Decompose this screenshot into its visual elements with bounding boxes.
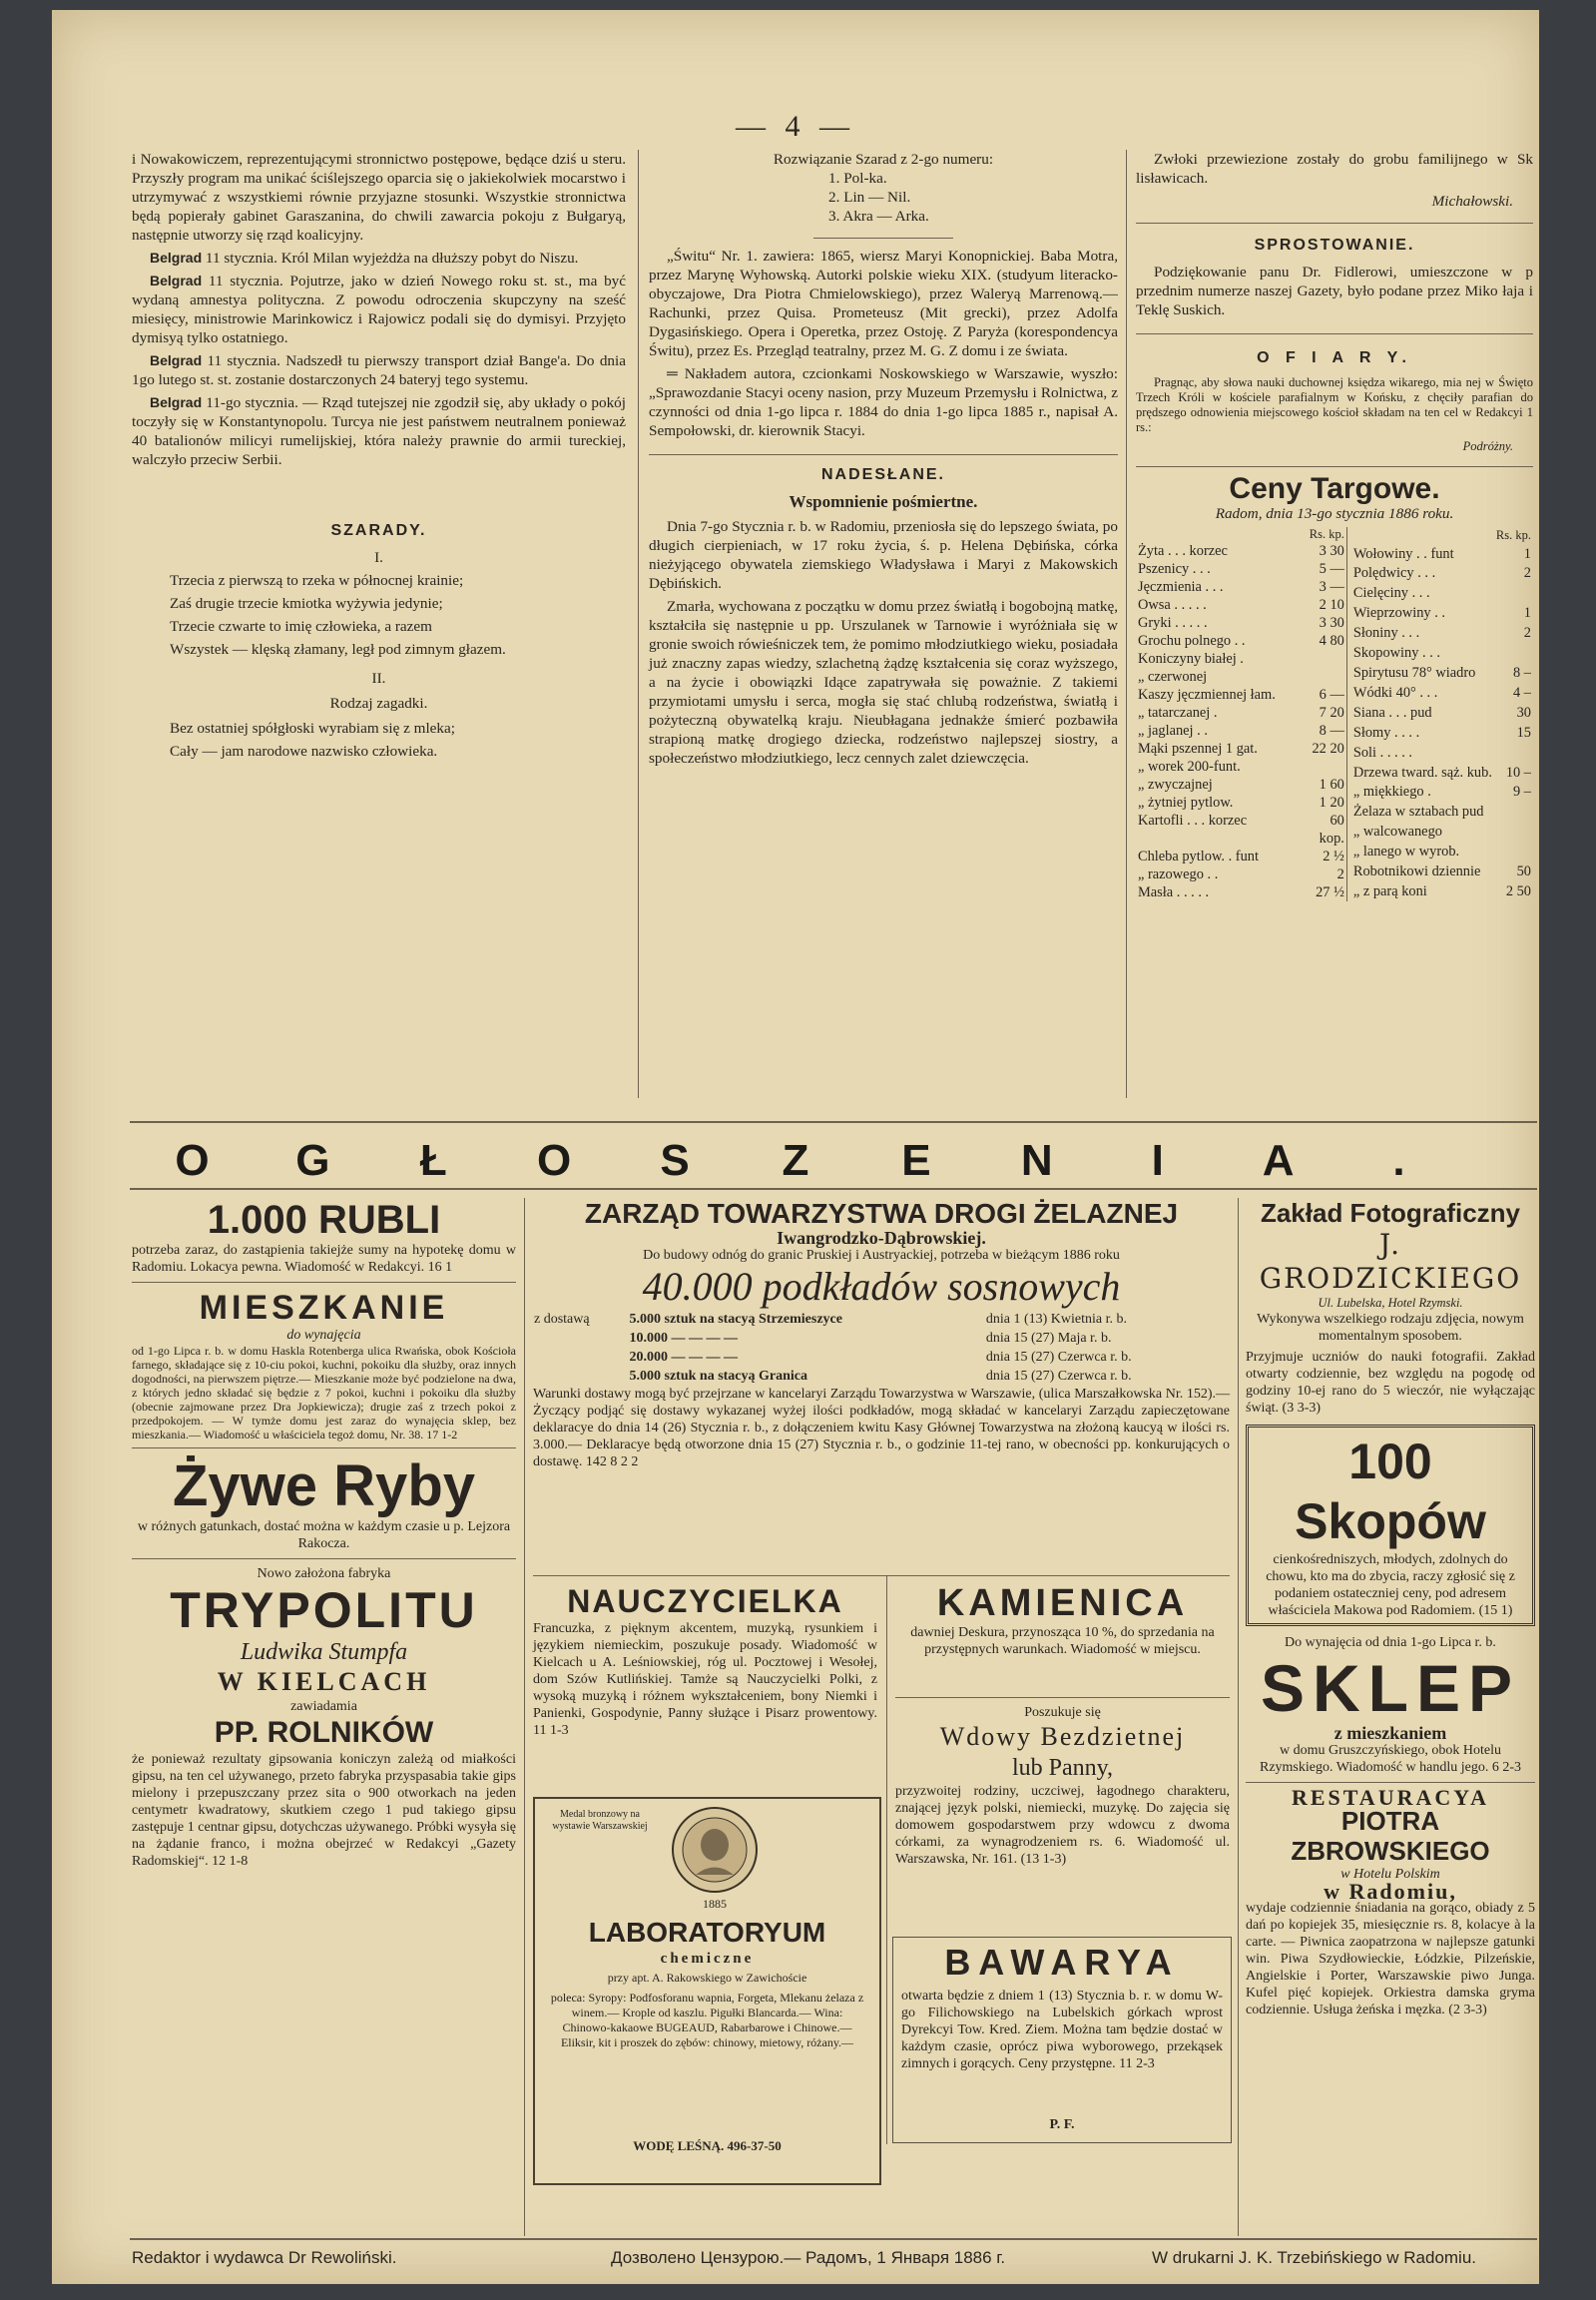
banner-letter: O — [537, 1136, 572, 1185]
rozwiazanie-list — [649, 169, 1118, 226]
skopow-text: cienkośredniszych, młodych, zdolnych do chowu, kto ma do zbycia, raczy zgłosić się z podaniem ostateczniej ceny, pod adresem właściciela Makowa pod Radomiem. (15 1) — [1266, 1552, 1515, 1618]
sklep-pre: Do wynajęcia od dnia 1-go Lipca r. b. — [1285, 1635, 1496, 1650]
dostawa-cell: dnia 15 (27) Maja r. b. — [985, 1331, 1112, 1346]
dostawa-row — [533, 1348, 1230, 1367]
price-item: „ walcowanego — [1352, 824, 1442, 841]
price-row — [1136, 596, 1346, 614]
price-row — [1351, 603, 1533, 623]
price-row — [1351, 583, 1533, 603]
skopow-box — [1246, 1425, 1535, 1626]
stumpf-name: Ludwika Stumpfa — [240, 1639, 408, 1665]
poem-line: Wszystek — klęską złamany, legł pod zimnym głazem. — [170, 641, 506, 658]
price-value: 1 60 — [1319, 777, 1344, 793]
price-item: Grochu polnego . . — [1138, 633, 1246, 649]
divider — [895, 1697, 1230, 1698]
sklep-text: w domu Gruszczyńskiego, obok Hotelu Rzymskiego. Wiadomość w handlu jego. 6 2-3 — [1259, 1743, 1522, 1775]
szarada-number: II. — [371, 670, 386, 687]
szarada-subtitle: Rodzaj zagadki. — [329, 695, 428, 712]
lab-text: poleca: Syropy: Podfosforanu wapnia, Forgeta, Mlekanu żelaza z winem.— Krople od kaszlu. Pigułki Blancarda.— Wina: Chinowo-kakaowe BUGEAUD, Rabarbarowe i Chinowe.— Eliksir, kit i proszek do zębów: chinowy, mietowy, różany.— — [550, 1991, 864, 2049]
dostawa-cell: z dostawą — [534, 1312, 590, 1327]
news-text: 11-go stycznia. — Rząd tutejszej nie zgodził się, aby układy o pokój toczyły się w Konstantynopolu. Turcya nie jest państwem neutralnem ponieważ 40 batalionów milicyi rumelijskiej, która należy prawnie do armii tureckiej, walczyło przeciw Serbii. — [132, 394, 626, 468]
news-place: Belgrad — [150, 394, 203, 410]
price-item: „ razowego . . — [1138, 866, 1219, 882]
banner-letter: A — [1262, 1136, 1295, 1185]
divider — [1136, 223, 1533, 224]
divider — [1136, 333, 1533, 334]
szarada-poem — [132, 571, 626, 659]
price-table-right — [1351, 527, 1533, 901]
rozwiazanie-item: 3. Akra — Arka. — [828, 208, 929, 225]
ads-column-left — [132, 1198, 516, 1870]
switu-paragraph: „Świtu“ Nr. 1. zawiera: 1865, wiersz Maryi Konopnickiej. Baba Motra, przez Marynę Wyhowską. Autorki polskie wieku XIX. (studyum literacko-obyczajowe, Dra Piotra Chmielowskiego), przez Waleryą Marrenową.— Rachunki, przez Quisa. Prometeusz (Mit grecki), przez Adolfa Dygasińskiego. Opera i Operetka, przez Ostoję. Z Paryża (korespondencya Świtu), przez Es. Przegląd teatralny, przez M. G. Z domu i ze świata. — [649, 248, 1118, 359]
news-item — [132, 249, 626, 268]
price-item: Kartofli . . . korzec — [1138, 813, 1248, 829]
news-text: 11 stycznia. Pojutrze, jako w dzień Nowego roku st. st., ma być wydaną amnestya polityczna. Z powodu odroczenia skupczyny na sześć miesięcy, ministrowie Marinkowicz i Rajowicz podali się do dymisyi. Przyjęto dymisyą tylko ostatniego. — [132, 273, 627, 346]
price-value: 5 — — [1319, 561, 1344, 577]
price-row — [1136, 704, 1346, 722]
column-divider — [1238, 1198, 1239, 2236]
banner-letter: Ł — [419, 1136, 447, 1185]
price-item: Wódki 40° . . . — [1352, 684, 1438, 701]
intro-paragraph: i Nowakowiczem, reprezentującymi stronnictwo postępowe, będące dziś u steru. Przyszły program ma unikać ściślejszego oparcia się o jakiekolwiek mocarstwo i utrzymywać z wszystkiemi równie przyjazne stosunki. Wszystkie stronnictwa będą popierały gabinet Garaszanina, do chwili zawarcia pokoju z Bułgaryą, następnie utworzy się rząd koalicyjny. — [132, 151, 626, 244]
price-row — [1351, 763, 1533, 783]
price-value: kop. — [1319, 831, 1344, 847]
newspaper-page — [52, 10, 1539, 2284]
dostawa-cell — [533, 1348, 629, 1367]
news-item — [132, 272, 626, 347]
price-row — [1351, 563, 1533, 583]
divider — [649, 454, 1118, 455]
dostawa-cell — [533, 1367, 629, 1386]
wdowy-title: Wdowy Bezdzietnej — [939, 1722, 1186, 1751]
divider — [1246, 1782, 1535, 1783]
skopow-title: 100 Skopów — [1295, 1434, 1486, 1549]
price-row — [1136, 650, 1346, 668]
rest-title: RESTAURACYA — [1291, 1785, 1490, 1810]
price-value: 8 – — [1513, 664, 1531, 681]
panny-title: lub Panny, — [1011, 1755, 1114, 1781]
poem-line: Cały — jam narodowe nazwisko człowieka. — [170, 743, 438, 760]
price-row — [1136, 614, 1346, 632]
ads-column-right — [1246, 1198, 1535, 2018]
rubli-title: 1.000 RUBLI — [207, 1198, 441, 1242]
price-item: Polędwicy . . . — [1352, 565, 1436, 582]
dostawa-cell: 20.000 — — — — — [629, 1350, 739, 1365]
column-divider — [638, 150, 639, 1098]
price-value: 8 — — [1319, 723, 1344, 739]
price-item: Wieprzowiny . . — [1352, 605, 1445, 622]
price-item: Żelaza w sztabach pud — [1352, 804, 1484, 821]
dostawa-row — [533, 1310, 1230, 1329]
banner-letter: I — [1151, 1136, 1164, 1185]
price-value: 3 30 — [1319, 615, 1344, 631]
kamienica-title: KAMIENICA — [936, 1582, 1189, 1624]
price-value: 27 ½ — [1316, 884, 1344, 900]
price-value — [1494, 822, 1533, 842]
price-row — [1136, 865, 1346, 883]
grodzickiego-title: J. GRODZICKIEGO — [1259, 1228, 1522, 1295]
divider — [132, 1282, 516, 1283]
poem-line: Zaś drugie trzecie kmiotka wyżywia jedynie; — [170, 595, 443, 612]
mieszkanie-sub: do wynajęcia — [286, 1328, 361, 1343]
price-item: „ z parą koni — [1352, 882, 1427, 899]
zarzad-text: Warunki dostawy mogą być przejrzane w kancelaryi Zarządu Towarzystwa w Warszawie, (ulica Marszałkowska Nr. 152).— Życzący podjąć się dostawy wykazanej wyżej ilości podkładów, mogą składać w kancelaryi Zarządu zapieczętowane deklaracye do dnia 14 (26) Stycznia r. b., z dołączeniem kwitu Kasy Głównej Towarzystwa na złożoną kaucyą w ilości rs. 3.000.— Deklaracye będą otworzone dnia 15 (27) Stycznia r. b., o godzinie 11-tej rano, w obecności pp. konkurujących o dostawę. 142 8 2 2 — [533, 1387, 1230, 1469]
column-divider — [886, 1575, 887, 2144]
price-row — [1136, 578, 1346, 596]
price-value: 50 — [1516, 863, 1531, 880]
price-item: Soli . . . . . — [1352, 744, 1413, 761]
price-value: 22 20 — [1312, 741, 1344, 757]
lab-title: LABORATORYUM — [588, 1917, 826, 1948]
banner-letter: G — [295, 1136, 330, 1185]
price-value: 1 20 — [1319, 795, 1344, 811]
price-item: Robotnikowi dziennie — [1352, 863, 1481, 880]
price-value: 15 — [1516, 724, 1531, 741]
price-row — [1351, 881, 1533, 901]
wspomnienie-paragraph: Dnia 7-go Stycznia r. b. w Radomiu, przeniosła się do lepszego świata, po długich cierpieniach, w 17 roku życia, ś. p. Helena Dębińska, córka nieżyjącego obywatela ziemskiego Władysława i Maryi z Makowskich Dębińskich. — [649, 518, 1118, 592]
ogloszenia-banner — [132, 1136, 1459, 1186]
rolnikow-title: PP. ROLNIKÓW — [214, 1716, 434, 1749]
wdowy-ad — [895, 1697, 1230, 1868]
news-place: Belgrad — [150, 352, 203, 368]
dostawa-cell: dnia 15 (27) Czerwca r. b. — [985, 1369, 1132, 1384]
column-divider — [1126, 150, 1127, 1098]
divider — [813, 238, 953, 239]
banner-letter: . — [1392, 1136, 1405, 1185]
divider — [1136, 466, 1533, 467]
divider — [132, 1558, 516, 1559]
poem-line: Trzecie czwarte to imię człowieka, a razem — [170, 618, 432, 635]
dostawa-row — [533, 1329, 1230, 1348]
szarada-number: I. — [374, 549, 383, 566]
price-value: 2 — [1523, 565, 1531, 582]
notices-column — [1136, 150, 1533, 901]
nauczycielka-text: Francuzka, z pięknym akcentem, muzyką, rysunkiem i językiem niemieckim, poszukuje posady. Wiadomość w Kielcach u A. Leśniowskiej, róg ul. Pocztowej i Wesołej, dom Szów Kutlińskiej. Tamże są Nauczycielki Polki, z wysoką muzyką i różnem wykształceniem, bony Niemki i Panienki, Gospodynie, Panny służące i Pisarz prowentowy. 11 1-3 — [533, 1621, 877, 1738]
price-item: Żyta . . . korzec — [1138, 543, 1228, 559]
kielce-title: W KIELCACH — [217, 1667, 431, 1696]
price-value — [1301, 650, 1346, 668]
price-item: „ żytniej pytlow. — [1138, 795, 1234, 811]
news-column — [132, 150, 626, 765]
divider — [132, 1447, 516, 1448]
szarada-poem — [132, 719, 626, 761]
price-row — [1351, 782, 1533, 802]
price-item: Pszenicy . . . — [1138, 561, 1211, 577]
price-item: Gryki . . . . . — [1138, 615, 1208, 631]
price-item: „ tatarczanej . — [1138, 705, 1218, 721]
price-item: Masła . . . . . — [1138, 884, 1210, 900]
price-unit: Rs. kp. — [1495, 527, 1531, 542]
price-row — [1136, 686, 1346, 704]
price-value: 1 — [1523, 605, 1531, 622]
price-item: Koniczyny białej . — [1138, 651, 1244, 667]
price-value: 10 – — [1505, 764, 1531, 781]
dostawa-cell: dnia 1 (13) Kwietnia r. b. — [985, 1312, 1127, 1327]
rest-text: wydaje codziennie śniadania na gorąco, obiady z 5 dań po kopiejek 35, miesięcznie rs. 8, kolacye à la carte. — Piwnica zaopatrzona w najlepsze gatunki win. Piwa Szydłowieckie, Łódzkie, Pilzeńskie, Angielskie i Porter, Warszawskie piwo Junga. Kufel pięć kopiejek. Orkiestra damska gryma codziennie. Usługa żeńska i męzka. (2 3-3) — [1246, 1901, 1535, 2017]
price-row — [1136, 812, 1346, 830]
sklep-sub: z mieszkaniem — [1333, 1723, 1447, 1743]
price-item: Drzewa tward. sąż. kub. — [1352, 764, 1492, 781]
price-value: 60 — [1330, 813, 1344, 829]
zarzad-ad — [533, 1198, 1230, 1470]
ryby-title: Żywe Ryby — [173, 1453, 475, 1518]
price-item: Spirytusu 78° wiadro — [1352, 664, 1476, 681]
price-item: Chleba pytlow. . funt — [1138, 849, 1259, 864]
price-item: Słoniny . . . — [1352, 625, 1420, 642]
price-value: 6 — — [1319, 687, 1344, 703]
price-table — [1136, 527, 1533, 901]
zarzad-intro: Do budowy odnóg do granic Pruskiej i Austryackiej, potrzeba w bieżącym 1886 roku — [643, 1248, 1120, 1263]
foto-text: Przyjmuje uczniów do nauki fotografii. Zakład otwarty codziennie, bez względu na pogodę od godziny 10-ej rano do 5 wieczór, nie wyłączając świąt. (3 3-3) — [1246, 1350, 1535, 1416]
dostawa-cell: 5.000 sztuk na stacyą Granica — [629, 1369, 808, 1384]
dostawa-cell: 10.000 — — — — — [629, 1331, 739, 1346]
bawarya-sign: P. F. — [1049, 2117, 1075, 2132]
price-value: 2 — [1336, 866, 1344, 882]
price-value: 2 10 — [1319, 597, 1344, 613]
laboratorium-ad — [533, 1797, 881, 2185]
price-item: „ worek 200-funt. — [1138, 759, 1241, 775]
price-item: Kaszy jęczmiennej łam. — [1138, 687, 1276, 703]
price-row — [1136, 883, 1346, 901]
news-place: Belgrad — [150, 250, 203, 266]
wspomnienie-title: Wspomnienie pośmiertne. — [789, 492, 978, 511]
poszukuje-text: Poszukuje się — [1024, 1705, 1101, 1720]
price-row — [1136, 668, 1346, 686]
price-value — [1494, 583, 1533, 603]
price-row — [1351, 703, 1533, 723]
ceny-heading: Ceny Targowe. — [1229, 472, 1440, 505]
footer-censor: Дозволено Цензурою.— Радомъ, 1 Января 1886 г. — [611, 2248, 1006, 2267]
zarzad-title: ZARZĄD TOWARZYSTWA DROGI ŻELAZNEJ — [584, 1198, 1179, 1229]
price-value: 2 ½ — [1323, 849, 1344, 864]
mieszkanie-title: MIESZKANIE — [199, 1289, 449, 1327]
sprostowanie-paragraph: Podziękowanie panu Dr. Fidlerowi, umieszczone w p przednim numerze naszej Gazety, było podane przez Miko łaja i Teklę Suskich. — [1136, 264, 1533, 318]
rozwiazanie-item: 1. Pol-ka. — [828, 170, 887, 187]
price-row — [1351, 802, 1533, 822]
banner-letter: E — [901, 1136, 931, 1185]
rozwiazanie-title: Rozwiązanie Szarad z 2-go numeru: — [773, 151, 994, 168]
ofiary-heading: O F I A R Y. — [1257, 349, 1412, 366]
banner-letter: N — [1020, 1136, 1053, 1185]
price-value: 1 — [1523, 545, 1531, 562]
poem-line: Bez ostatniej spółgłoski wyrabiam się z mleka; — [170, 720, 455, 737]
medal-icon — [670, 1805, 760, 1895]
trypolit-title: TRYPOLITU — [170, 1582, 478, 1638]
foto-text: Wykonywa wszelkiego rodzaju zdjęcia, nowym momentalnym sposobem. — [1257, 1312, 1524, 1344]
price-row — [1351, 743, 1533, 763]
lab-foot: WODĘ LEŚNĄ. 496-37-50 — [633, 2138, 782, 2153]
price-table-left — [1136, 527, 1347, 901]
price-row — [1136, 740, 1346, 758]
price-row — [1136, 722, 1346, 740]
medal-text: Medal bronzowy na wystawie Warszawskiej — [552, 1809, 648, 1832]
bawarya-title: BAWARYA — [944, 1942, 1180, 1983]
price-row — [1136, 776, 1346, 794]
news-place: Belgrad — [150, 273, 203, 288]
lab-sub: chemiczne — [660, 1951, 755, 1967]
price-item: „ czerwonej — [1138, 669, 1208, 685]
price-unit: Rs. kp. — [1309, 527, 1344, 541]
footer-editor: Redaktor i wydawca Dr Rewoliński. — [132, 2248, 397, 2267]
rolnikow-text: że ponieważ rezultaty gipsowania koniczyn zależą od miałkości gipsu, na ten cel używanego, przeto fabryka przyspasabia takie gips mielony i przepuszczany przez sita o 900 otworkach na jeden centymetr kwadratowy, skutkiem czego 1 pud takiego gipsu zastępuje 1 centnar gipsu, dotychczas używanego. Próbki wysyła się na żądanie franco, i można obejrzeć w Redakcyi „Gazety Radomskiej“. 12 1-8 — [132, 1752, 516, 1869]
banner-letter: O — [175, 1136, 210, 1185]
news-item — [132, 351, 626, 389]
zarzad-sub: Iwangrodzko-Dąbrowskiej. — [777, 1228, 986, 1248]
price-item: Słomy . . . . — [1352, 724, 1420, 741]
price-item: Wołowiny . . funt — [1352, 545, 1454, 562]
price-value: 3 — — [1319, 579, 1344, 595]
price-row — [1351, 544, 1533, 564]
zawiadamia: zawiadamia — [290, 1699, 357, 1714]
price-value: 4 – — [1513, 684, 1531, 701]
price-value — [1494, 643, 1533, 663]
dostawa-cell — [533, 1329, 629, 1348]
divider — [533, 1575, 1230, 1576]
naklad-paragraph: ═ Nakładem autora, czcionkami Noskowskiego w Warszawie, wyszło: „Sprawozdanie Stacyi oceny nasion, przy Muzeum Przemysłu i Rolnictwa, z czynności od dnia 1-go lipca r. 1884 do dnia 1-go lipca 1885 r., napisał A. Sempołowski, dr. kierownik Stacyi. — [649, 365, 1118, 439]
price-item: Owsa . . . . . — [1138, 597, 1207, 613]
footer-printer: W drukarni J. K. Trzebińskiego w Radomiu. — [1152, 2248, 1477, 2267]
fabryka-text: Nowo założona fabryka — [257, 1566, 391, 1581]
medal-year: 1885 — [703, 1897, 727, 1911]
dostawa-row — [533, 1367, 1230, 1386]
price-value — [1494, 802, 1533, 822]
price-value: 3 30 — [1319, 543, 1344, 559]
kamienica-text: dawniej Deskura, przynosząca 10 %, do sprzedania na przystępnych warunkach. Wiadomość w miejscu. — [910, 1625, 1215, 1657]
rubli-text: potrzeba zaraz, do zastąpienia takiejże sumy na hypotekę domu w Radomiu. Lokacya pewna. Wiadomość w Redakcyi. 16 1 — [132, 1243, 516, 1275]
wdowy-text: przyzwoitej rodziny, uczciwej, łagodnego charakteru, znającej język polski, niemiecki, muzykę. Do zajęcia się domowem gospodarstwem przy wdowcu z dwoma córkami, za wynagrodzeniem rs. 6. Wiadomość ul. Warszawska, Nr. 161. (13 1-3) — [895, 1784, 1230, 1867]
price-row — [1136, 830, 1346, 848]
price-row — [1136, 758, 1346, 776]
ofiary-paragraph: Pragnąc, aby słowa nauki duchownej księdza wikarego, mia nej w Święto Trzech Króli w kościele parafialnym w Końsku, z chęciły parafian do prędszego odnowienia miejscowego kościoł składam na ten cel w Redakcyi 1 rs.: — [1136, 375, 1533, 434]
mieszkanie-text: od 1-go Lipca r. b. w domu Haskla Rotenberga ulica Rwańska, obok Kościoła farnego, składające się z 10-ciu pokoi, kuchni, pokoiku dla służby, oraz innych dogodności, na pierwszem piętrze.— Mieszkanie może być podzielone na dwa, z których jedno składać się będzie z 7 pokoi, kuchni i pokoiku dla służby (obecnie zajmowane przez Dra Jopkiewicza); drugie zaś z trzech pokoi z przedpokojem. — W tymże domu jest zaraz do wynajęcia sklep, bez mieszkania.— Wiadomość u właściciela tegoż domu, Nr. 38. 17 1-2 — [132, 1344, 516, 1441]
price-row — [1351, 683, 1533, 703]
dostawa-cell: 5.000 sztuk na stacyą Strzemieszyce — [629, 1312, 842, 1327]
price-value: 30 — [1516, 704, 1531, 721]
price-value: 2 50 — [1505, 882, 1531, 899]
signature: Podróżny. — [1462, 439, 1513, 453]
news-text: 11 stycznia. Król Milan wyjeżdża na dłuższy pobyt do Niszu. — [205, 250, 579, 267]
price-value — [1494, 743, 1533, 763]
misc-column — [649, 150, 1118, 772]
divider — [130, 1188, 1537, 1190]
price-row — [1136, 560, 1346, 578]
rest-city: w Radomiu, — [1324, 1879, 1457, 1904]
zwloki-paragraph: Zwłoki przewiezione zostały do grobu familijnego w Sk lisławicach. — [1136, 151, 1533, 187]
price-row — [1351, 723, 1533, 743]
rozwiazanie-item: 2. Lin — Nil. — [828, 189, 911, 206]
price-row — [1351, 623, 1533, 643]
poem-line: Trzecia z pierwszą to rzeka w północnej krainie; — [170, 572, 464, 589]
price-value — [1494, 842, 1533, 862]
nauczycielka-title: NAUCZYCIELKA — [567, 1583, 843, 1619]
szarady-heading: SZARADY. — [330, 522, 427, 539]
nauczycielka-ad — [533, 1582, 877, 1739]
price-value: 7 20 — [1319, 705, 1344, 721]
page-number: — 4 — — [736, 110, 855, 143]
nadeslane-heading: NADESŁANE. — [820, 466, 945, 483]
price-value — [1301, 758, 1346, 776]
rest-hotel: w Hotelu Polskim — [1340, 1867, 1440, 1882]
price-row — [1136, 632, 1346, 650]
ryby-text: w różnych gatunkach, dostać można w każdym czasie u p. Lejzora Rakocza. — [137, 1519, 511, 1551]
price-item: Siana . . . pud — [1352, 704, 1432, 721]
news-item — [132, 393, 626, 469]
price-row — [1351, 643, 1533, 663]
divider — [130, 2238, 1537, 2240]
dostawa-table — [533, 1310, 1230, 1386]
bawarya-ad — [892, 1937, 1232, 2143]
price-row — [1351, 663, 1533, 683]
lab-apt: przy apt. A. Rakowskiego w Zawichoście — [607, 1971, 807, 1985]
banner-letter: S — [660, 1136, 690, 1185]
divider — [130, 1121, 1537, 1123]
price-value: 9 – — [1513, 784, 1531, 801]
ceny-date: Radom, dnia 13-go stycznia 1886 roku. — [1215, 505, 1454, 522]
price-row — [1351, 822, 1533, 842]
price-item: „ lanego w wyrob. — [1352, 844, 1460, 861]
foto-title: Zakład Fotograficzny — [1260, 1198, 1521, 1228]
price-row — [1351, 862, 1533, 881]
wspomnienie-paragraph: Zmarła, wychowana z początku w domu przez światłą i bogobojną matkę, kształciła się następnie u pp. Urszulanek w Tarnowie i wyróżniała się w gronie swoich rówieśniczek tem, że pomimo młodziutkiego wieku, posiadała już znaczny zapas wiedzy, szlachetną żądzę kształcenia się coraz wyższego, a na życie i obowiązki Idące zapatrywała się poważnie. Z takiemi przymiotami umysłu i serca, mogła się stać chlubą rodzeństwa, światłą i pożyteczną obywatelką kraju. Nieubłagana jednakże śmierć pozbawiła strapioną matkę drogiego dziecka, rodzeństwo najlepszej siostry, a społeczeństwo młodziutkiego, lecz cennych zalet dziewczęcia. — [649, 598, 1118, 767]
kamienica-ad — [895, 1582, 1230, 1658]
news-text: 11 stycznia. Nadszedł tu pierwszy transport dział Bange'a. Do dnia 1go lutego st. st. zostanie dostarczonych 24 bateryj tego systemu. — [132, 352, 626, 388]
signature: Michałowski. — [1431, 193, 1513, 210]
price-row — [1351, 842, 1533, 862]
price-item — [1136, 830, 1301, 848]
podkladow-title: 40.000 podkładów sosnowych — [642, 1264, 1121, 1309]
foto-addr: Ul. Lubelska, Hotel Rzymski. — [1318, 1296, 1463, 1310]
price-value: 4 80 — [1319, 633, 1344, 649]
price-value — [1301, 668, 1346, 686]
rest-name: PIOTRA ZBROWSKIEGO — [1291, 1806, 1490, 1866]
banner-letter: Z — [782, 1136, 809, 1185]
price-item: „ jaglanej . . — [1138, 723, 1208, 739]
price-item: Jęczmienia . . . — [1138, 579, 1224, 595]
price-item: Mąki pszennej 1 gat. — [1138, 741, 1258, 757]
price-item: Cielęciny . . . — [1352, 585, 1430, 602]
dostawa-cell: dnia 15 (27) Czerwca r. b. — [985, 1350, 1132, 1365]
price-item: „ miękkiego . — [1352, 784, 1431, 801]
bawarya-text: otwarta będzie z dniem 1 (13) Stycznia b. r. w domu W-go Filichowskiego na Lubelskich górkach wprost Dyrekcyi Tow. Kred. Ziem. Można tam będzie dostać w każdym czasie, oprócz piwa wyborowego, przekąsek zimnych i gorących. Ceny przystępne. 11 2-3 — [901, 1989, 1223, 2071]
sklep-title: SKLEP — [1260, 1651, 1521, 1725]
sprostowanie-heading: SPROSTOWANIE. — [1254, 237, 1415, 254]
price-row — [1136, 542, 1346, 560]
price-row — [1136, 794, 1346, 812]
price-row — [1136, 848, 1346, 865]
column-divider — [524, 1198, 525, 2236]
price-item: „ zwyczajnej — [1138, 777, 1213, 793]
price-value: 2 — [1523, 625, 1531, 642]
price-item: Skopowiny . . . — [1352, 645, 1441, 662]
